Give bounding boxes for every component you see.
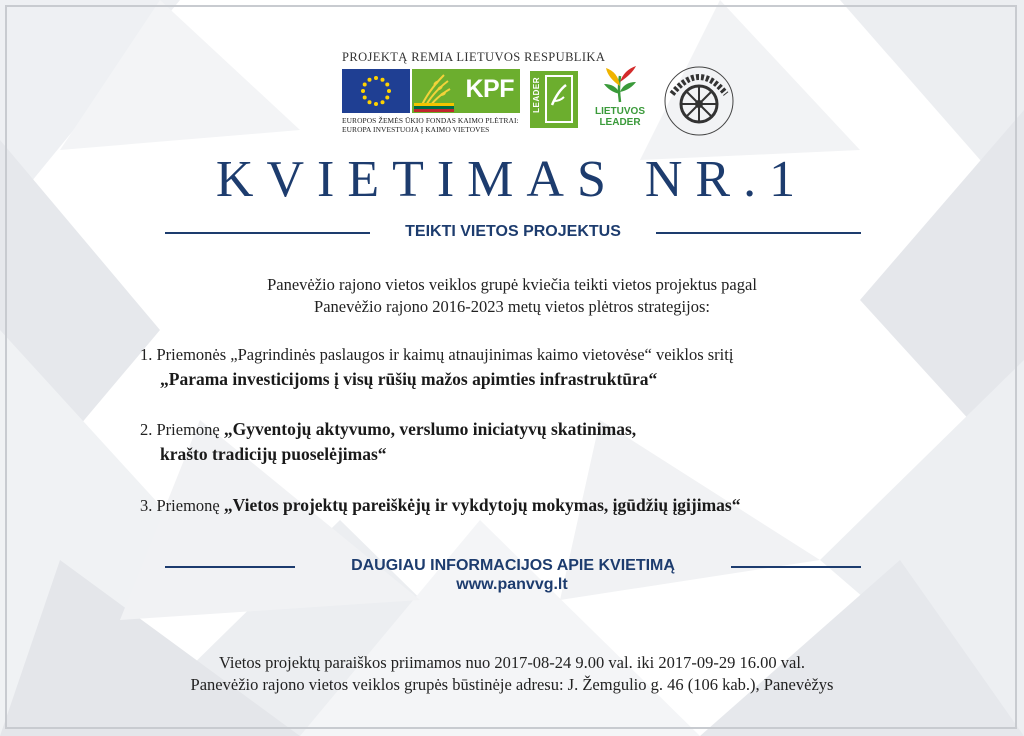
subtitle: TEIKTI VIETOS PROJEKTUS (405, 223, 621, 240)
fund-caption: EUROPOS ŽEMĖS ŪKIO FONDAS KAIMO PLĖTRAI: EUROPA INVESTUOJA Į KAIMO VIETOVES (342, 116, 519, 134)
leader-logo (530, 71, 578, 128)
footer-text: Vietos projektų paraiškos priimamos nuo 2017-08-24 9.00 val. iki 2017-09-29 16.00 val. Panevėžio rajono vietos veiklos grupės būstinėje adresu: J. Žemgulio g. 46 (106 kab.), Panevėžys (190, 653, 834, 694)
intro-text: Panevėžio rajono vietos veiklos grupė kviečia teikti vietos projektus pagal Panevėžio rajono 2016-2023 metų vietos plėtros strategijos: (267, 275, 757, 316)
measure-item-3: 3. Priemonę „Vietos projektų pareiškėjų ir vykdytojų mokymas, įgūdžių įgijimas“ (140, 495, 741, 515)
leader-frame-icon (530, 71, 578, 128)
lietuvos-leader-label: LIETUVOS LEADER (594, 106, 645, 128)
more-info-row (165, 554, 861, 578)
divider-right (731, 566, 861, 568)
measure-item-2: 2. Priemonę „Gyventojų aktyvumo, verslumo iniciatyvų skatinimas, krašto tradicijų puoselėjimas“ (140, 419, 637, 464)
wheat-icon (414, 69, 454, 113)
lietuvos-leader-logo (588, 66, 652, 132)
measure-item-1: 1. Priemonės „Pagrindinės paslaugos ir kaimų atnaujinimas kaimo vietovėse“ veiklos sritį „Parama investicijoms į visų rūšių mažos apimties infrastruktūra“ (140, 345, 734, 389)
subtitle-row (165, 220, 861, 244)
eu-flag-logo (342, 69, 410, 113)
kpf-logo (412, 69, 520, 113)
wheel-seal-icon (662, 64, 736, 138)
leader-label: LEADER (532, 77, 541, 113)
logo-strip (342, 66, 742, 132)
kpf-label: KPF (465, 75, 514, 103)
website-link[interactable]: www.panvvg.lt (456, 576, 568, 593)
sprout-icon (588, 66, 652, 106)
sponsor-line: PROJEKTĄ REMIA LIETUVOS RESPUBLIKA (342, 50, 606, 64)
page-title: KVIETIMAS NR.1 (215, 151, 809, 208)
divider-right (656, 232, 861, 234)
vvg-seal-logo (662, 64, 736, 138)
more-info-heading: DAUGIAU INFORMACIJOS APIE KVIETIMĄ (351, 557, 675, 574)
eu-stars-icon (342, 69, 410, 113)
